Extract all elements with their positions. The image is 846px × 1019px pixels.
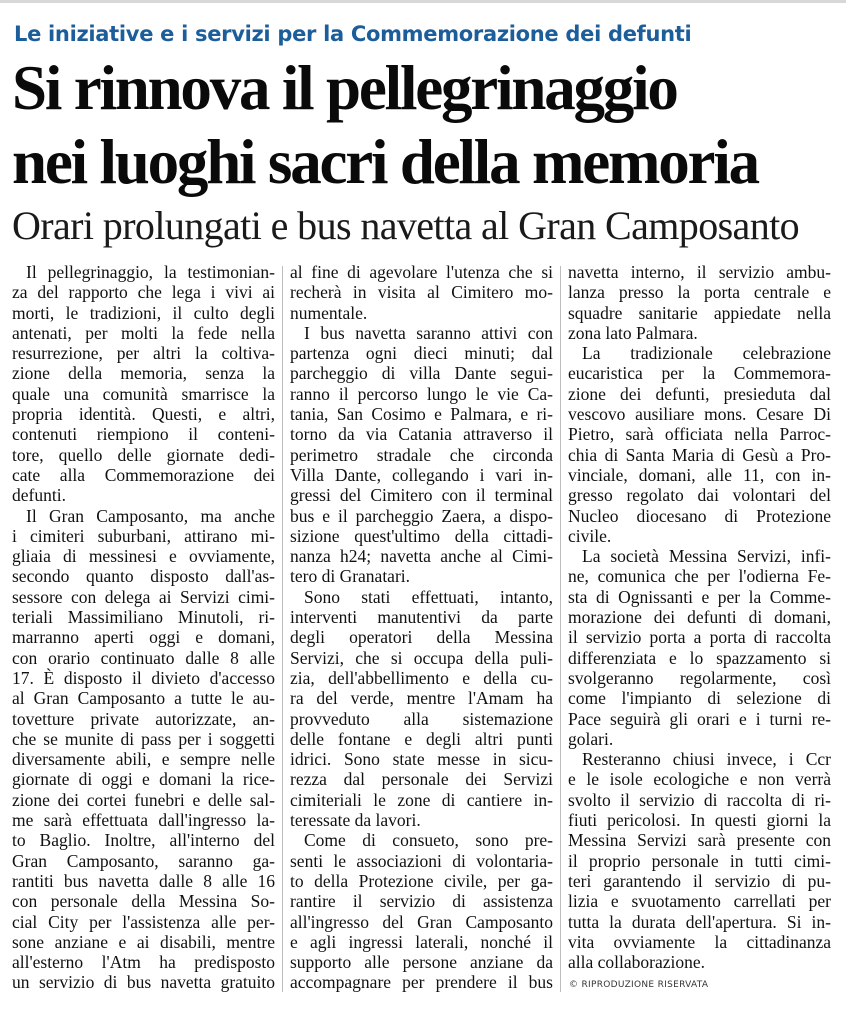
text-line: all'ingresso del Gran Camposanto xyxy=(290,911,553,932)
text-line: Sono stati effettuati, intanto, xyxy=(304,586,553,607)
text-line: con personale della Messina So- xyxy=(12,891,275,912)
text-line: recherà in visita al Cimitero mo- xyxy=(290,282,553,303)
text-line: vita ovviamente la cittadinanza xyxy=(568,931,831,952)
text-line: diversamente abili, e sempre nelle xyxy=(12,749,275,770)
text-line: contenuti riempiono il conteni- xyxy=(12,424,275,445)
text-line: provveduto alla sistemazione xyxy=(290,708,553,729)
text-line: e le isole ecologiche e non verrà xyxy=(568,769,831,790)
text-line: morti, le tradizioni, il culto degli xyxy=(12,302,275,323)
text-line: cial City per l'assistenza alle per- xyxy=(12,911,275,932)
text-line: rantire il servizio di assistenza xyxy=(290,891,553,912)
text-line: partenza ogni dieci minuti; dal xyxy=(290,343,553,364)
text-line: e agli ingressi laterali, nonché il xyxy=(290,931,553,952)
text-line: to Baglio. Inoltre, all'interno del xyxy=(12,830,275,851)
text-line: gresso regolato dai volontari del xyxy=(568,485,831,506)
text-line: Il Gran Camposanto, ma anche xyxy=(26,505,275,526)
text-line: come l'impianto di selezione di xyxy=(568,688,831,709)
text-column-2 xyxy=(290,262,553,993)
text-line: civile. xyxy=(568,525,612,546)
text-line: al Gran Camposanto a tutte le au- xyxy=(12,688,275,709)
text-line: secondo quanto disposto dall'as- xyxy=(12,566,275,587)
text-line: quale una comunità smarrisce la xyxy=(12,383,275,404)
text-line: idrici. Sono state messe in sicu- xyxy=(290,749,553,770)
text-line: lizia e svuotamento carrellati per xyxy=(568,891,831,912)
text-line: defunti. xyxy=(12,485,66,506)
text-line: me sarà effettuata dall'ingresso la- xyxy=(12,810,275,831)
text-line: zia, dell'abbellimento e della cu- xyxy=(290,667,553,688)
text-line: che se munite di pass per i soggetti xyxy=(12,728,275,749)
text-line: il proprio personale in tutti cimi- xyxy=(568,850,831,871)
article-subheadline: Orari prolungati e bus navetta al Gran Camposanto xyxy=(12,203,800,248)
text-line: torno da via Catania attraverso il xyxy=(290,424,553,445)
text-line: giornate di oggi e domani la rice- xyxy=(12,769,275,790)
text-line: zione dei cortei funebri e delle sal- xyxy=(12,789,275,810)
text-line: chia di Santa Maria di Gesù a Pro- xyxy=(568,444,831,465)
text-line: Pietro, sarà officiata nella Parroc- xyxy=(568,424,831,445)
text-line: delle fontane e degli altri punti xyxy=(290,728,553,749)
text-line: La tradizionale celebrazione xyxy=(582,343,831,364)
text-line: Villa Dante, collegando i vari in- xyxy=(290,464,553,485)
text-line: nanza h24; navetta anche al Cimi- xyxy=(290,546,553,567)
text-line: ne, comunica che per l'odierna Fe- xyxy=(568,566,831,587)
text-line: marranno aperti oggi e domani, xyxy=(12,627,275,648)
text-line: bus e il parcheggio Zaera, a dispo- xyxy=(290,505,553,526)
text-line: parcheggio di villa Dante segui- xyxy=(290,363,553,384)
text-line: rantiti bus navetta dalle 8 alle 16 xyxy=(12,870,275,891)
text-column-1 xyxy=(12,262,275,993)
copyright-notice: © RIPRODUZIONE RISERVATA xyxy=(569,980,709,990)
text-line: La società Messina Servizi, infi- xyxy=(582,546,831,567)
text-line: differenziata e lo spazzamento si xyxy=(568,647,831,668)
text-line: tutta la durata dell'apertura. Si in- xyxy=(568,911,831,932)
text-line: golari. xyxy=(568,728,614,749)
text-line: Pace seguirà gli orari e i turni re- xyxy=(568,708,831,729)
text-line: tania, San Cosimo e Palmara, e ri- xyxy=(290,404,553,425)
article-kicker: Le iniziative e i servizi per la Commemorazione dei defunti xyxy=(14,22,692,46)
text-line: al fine di agevolare l'utenza che si xyxy=(290,262,553,282)
text-line: alla collaborazione. xyxy=(568,952,706,973)
text-line: Come di consueto, sono pre- xyxy=(304,830,553,851)
text-line: i cimiteri suburbani, attirano mi- xyxy=(12,525,275,546)
text-line: supporto alle persone anziane da xyxy=(290,952,553,973)
text-line: con orario continuato dalle 8 alle xyxy=(12,647,275,668)
text-line: Messina Servizi sarà presente con xyxy=(568,830,831,851)
top-rule xyxy=(0,0,846,3)
text-line: sizione quest'ultimo della cittadi- xyxy=(290,525,553,546)
text-line: tovetture private autorizzate, an- xyxy=(12,708,275,729)
text-line: sessore con delega ai Servizi cimi- xyxy=(12,586,275,607)
text-line: antenati, per molti la fede nella xyxy=(12,322,275,343)
column-divider xyxy=(560,266,561,992)
text-line: navetta interno, il servizio ambu- xyxy=(568,262,831,282)
text-line: rezza dal personale dei Servizi xyxy=(290,769,553,790)
text-line: gressi del Cimitero con il terminal xyxy=(290,485,553,506)
column-divider xyxy=(282,266,283,992)
text-line: I bus navetta saranno attivi con xyxy=(304,322,553,343)
text-line: numentale. xyxy=(290,302,368,323)
text-line: za del rapporto che lega i vivi ai xyxy=(12,282,275,303)
text-line: degli operatori della Messina xyxy=(290,627,553,648)
text-line: Il pellegrinaggio, la testimonian- xyxy=(26,262,275,282)
text-line: Nucleo diocesano di Protezione xyxy=(568,505,831,526)
text-line: teri garantendo il servizio di pu- xyxy=(568,870,831,891)
headline-line-1: Si rinnova il pellegrinaggio xyxy=(12,53,677,123)
article-body xyxy=(12,262,831,1002)
text-line: 17. È disposto il divieto d'accesso xyxy=(12,667,275,688)
text-line: tero di Granatari. xyxy=(290,566,411,587)
text-line: ra del verde, mentre l'Amam ha xyxy=(290,688,553,709)
text-line: all'esterno l'Atm ha predisposto xyxy=(12,952,275,973)
text-line: senti le associazioni di volontaria- xyxy=(290,850,553,871)
text-line: cimiteriali le zone di cantiere in- xyxy=(290,789,553,810)
text-line: tore, quello delle giornate dedi- xyxy=(12,444,275,465)
text-line: to della Protezione civile, per ga- xyxy=(290,870,553,891)
text-line: il servizio porta a porta di raccolta xyxy=(568,627,831,648)
text-line: sta di Ognissanti e per la Comme- xyxy=(568,586,831,607)
text-line: Gran Camposanto, saranno ga- xyxy=(12,850,275,871)
text-line: propria identità. Questi, e altri, xyxy=(12,404,275,425)
text-line: ranno il percorso lungo le vie Ca- xyxy=(290,383,553,404)
text-line: accompagnare per prendere il bus xyxy=(290,972,553,993)
text-line: resurrezione, per altri la coltiva- xyxy=(12,343,275,364)
text-column-3 xyxy=(568,262,831,972)
text-line: svolto il servizio di raccolta di ri- xyxy=(568,789,831,810)
text-line: morazione dei defunti di domani, xyxy=(568,607,831,628)
headline-line-2: nei luoghi sacri della memoria xyxy=(12,127,758,197)
text-line: interventi manutentivi da parte xyxy=(290,607,553,628)
text-line: zione dei defunti, presieduta dal xyxy=(568,383,831,404)
text-line: un servizio di bus navetta gratuito xyxy=(12,972,275,993)
text-line: vescovo ausiliare mons. Cesare Di xyxy=(568,404,831,425)
text-line: fiuti pericolosi. In questi giorni la xyxy=(568,810,831,831)
text-line: sone anziane e ai disabili, mentre xyxy=(12,931,275,952)
text-line: Resteranno chiusi invece, i Ccr xyxy=(582,749,831,770)
text-line: teriali Massimiliano Minutoli, ri- xyxy=(12,607,275,628)
text-line: perimetro stradale che circonda xyxy=(290,444,553,465)
text-line: lanza presso la porta centrale e xyxy=(568,282,831,303)
text-line: svolgeranno regolarmente, così xyxy=(568,667,831,688)
text-line: zona lato Palmara. xyxy=(568,322,698,343)
text-line: Servizi, che si occupa della puli- xyxy=(290,647,553,668)
text-line: eucaristica per la Commemora- xyxy=(568,363,831,384)
text-line: teressate da lavori. xyxy=(290,810,421,831)
text-line: squadre sanitarie appiedate nella xyxy=(568,302,831,323)
text-line: cate alla Commemorazione dei xyxy=(12,464,275,485)
text-line: gliaia di messinesi e ovviamente, xyxy=(12,546,275,567)
text-line: vinciale, domani, alle 11, con in- xyxy=(568,464,831,485)
text-line: zione della memoria, senza la xyxy=(12,363,275,384)
